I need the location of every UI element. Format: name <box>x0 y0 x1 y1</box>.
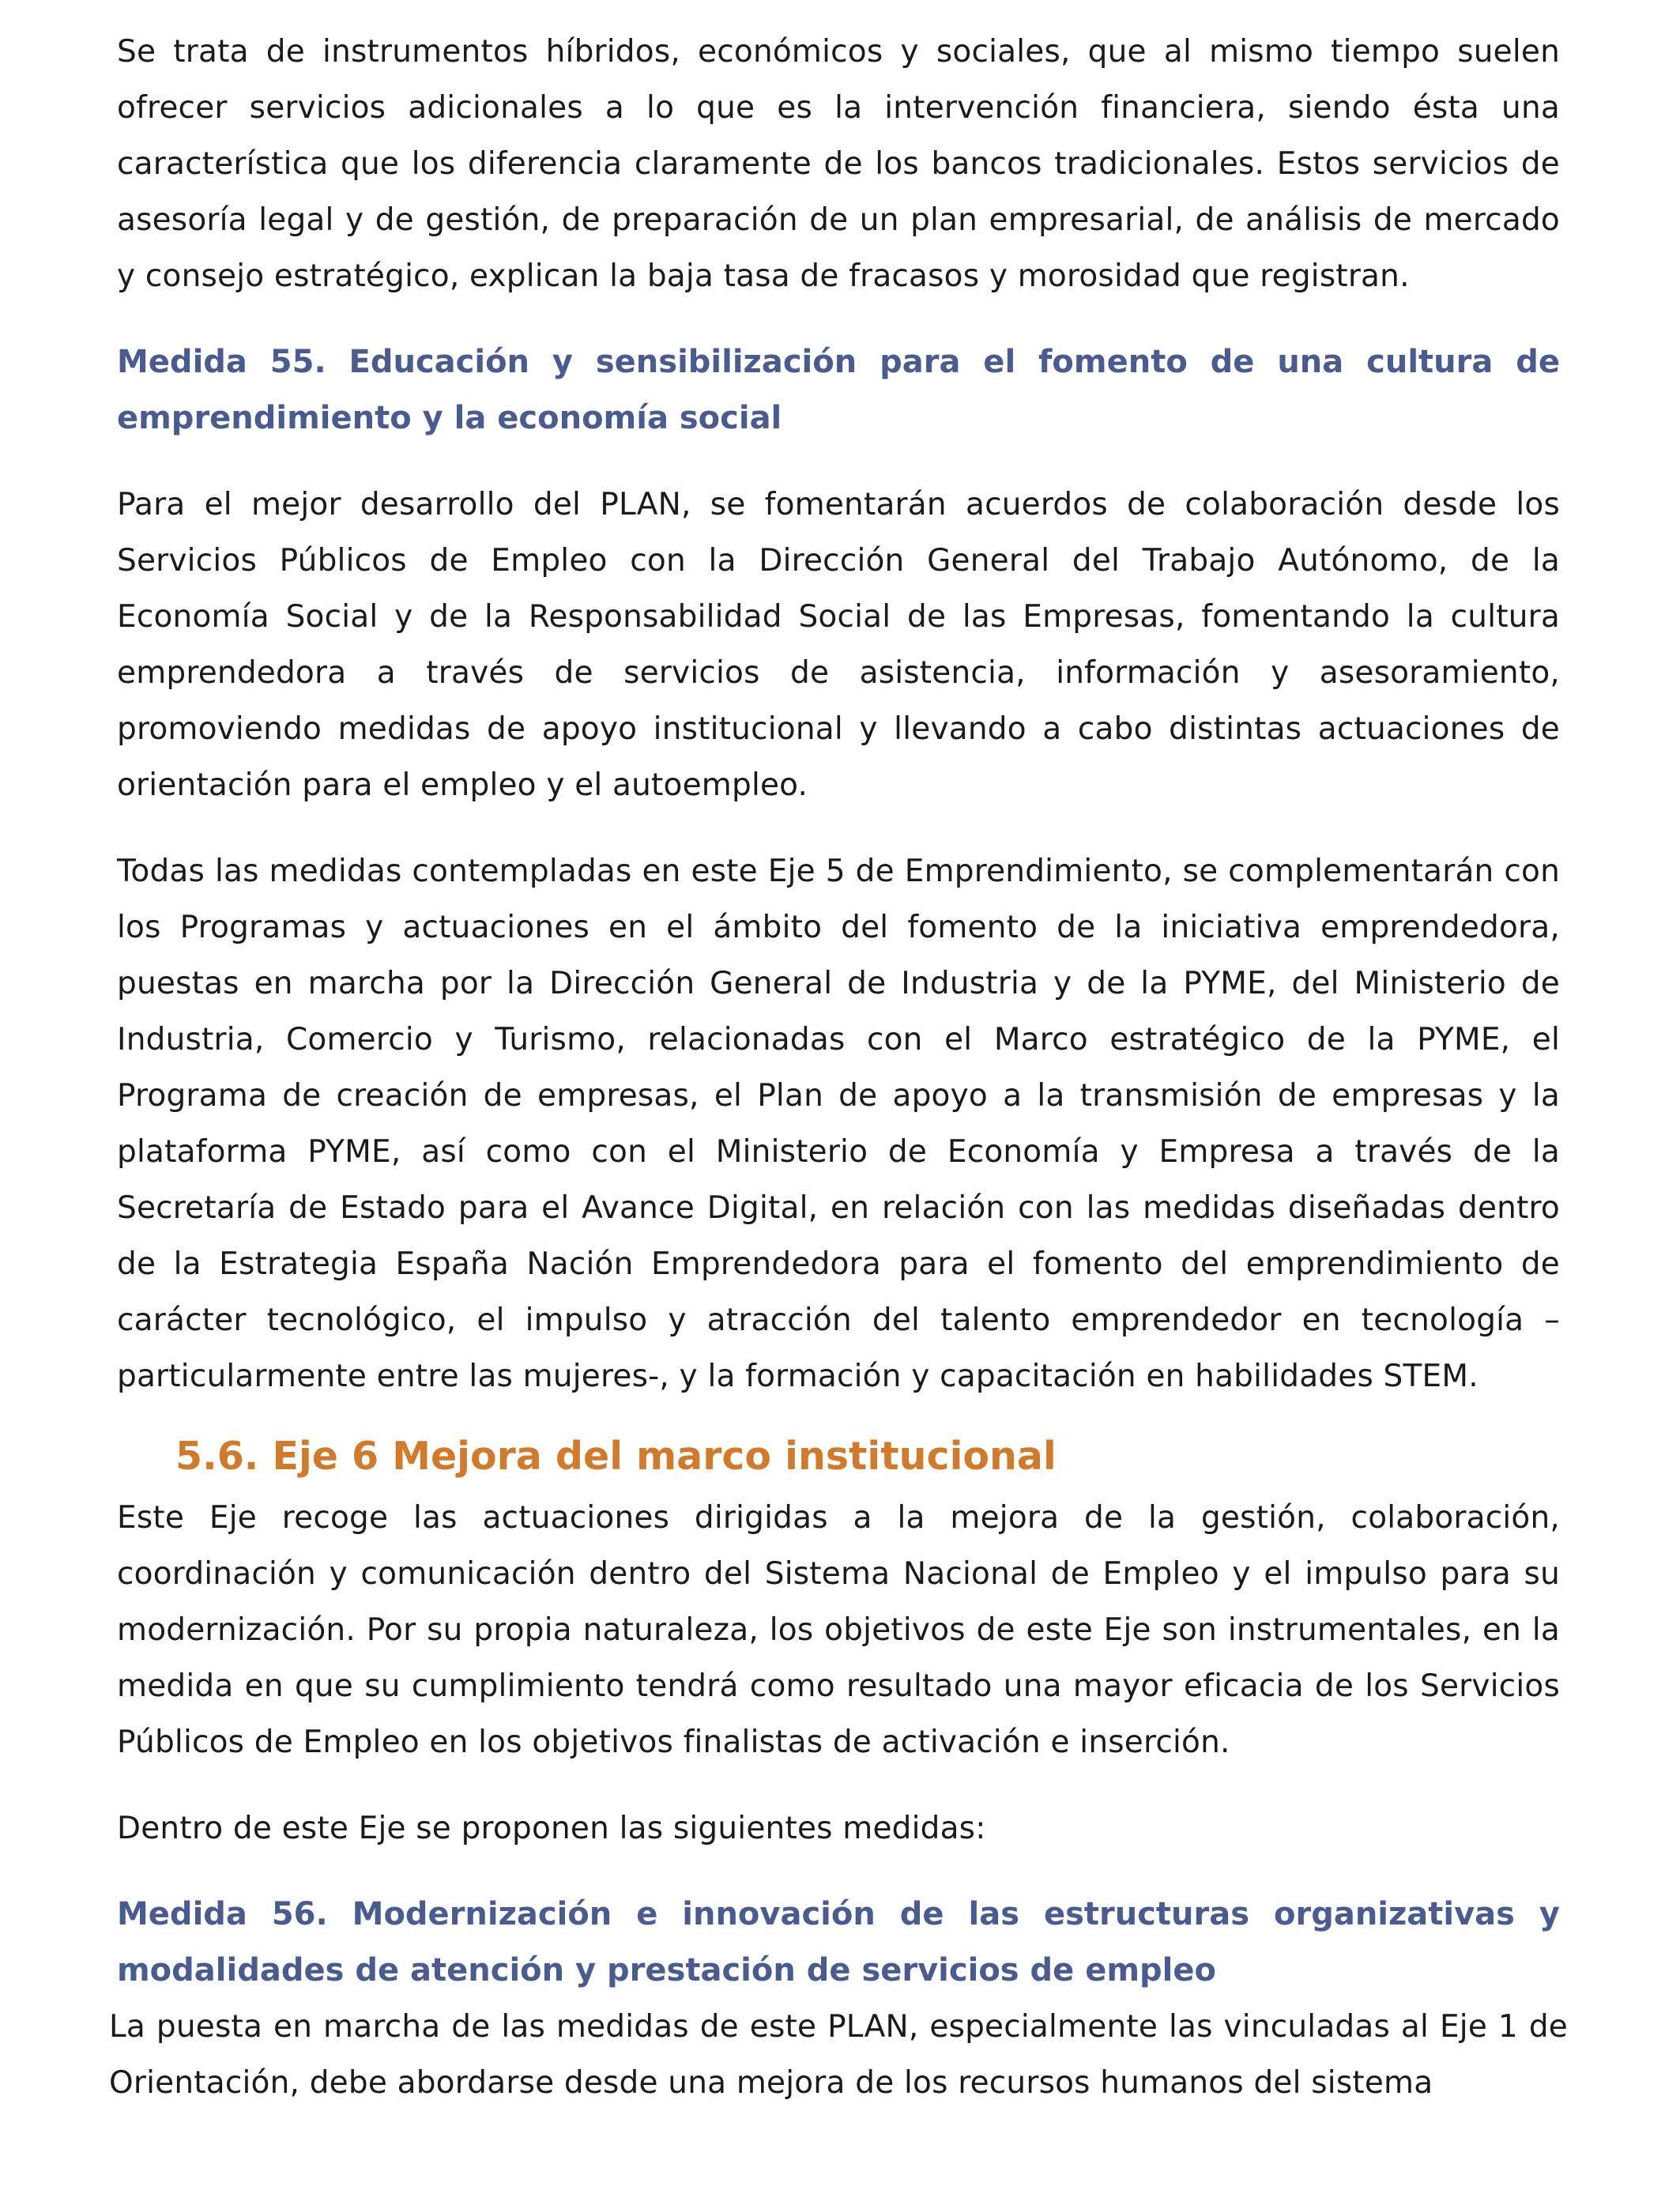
document-page <box>109 24 1568 2111</box>
paragraph-proposed-measures: Dentro de este Eje se proponen las siguientes medidas: <box>117 1811 986 1846</box>
section-5-6-heading: 5.6. Eje 6 Mejora del marco institucional <box>175 1434 1057 1479</box>
measure-55-heading: Medida 55. Educación y sensibilización para el fomento de una cultura de emprendimiento y la economía social <box>117 344 1560 436</box>
paragraph-instruments: Se trata de instrumentos híbridos, económicos y sociales, que al mismo tiempo suelen ofrecer servicios adicionales a lo que es la intervención financiera, siendo ésta una característica que los diferencia claramente de los bancos tradicionales. Estos servicios de asesoría legal y de gestión, de preparación de un plan empresarial, de análisis de mercado y consejo estratégico, explican la baja tasa de fracasos y morosidad que registran. <box>117 34 1560 294</box>
measure-56-heading: Medida 56. Modernización e innovación de las estructuras organizativas y modalidades de atención y prestación de servicios de empleo <box>117 1896 1560 1989</box>
paragraph-eje6-intro: Este Eje recoge las actuaciones dirigidas a la mejora de la gestión, colaboración, coordinación y comunicación dentro del Sistema Nacional de Empleo y el impulso para su modernización. Por su propia naturaleza, los objetivos de este Eje son instrumentales, en la medida en que su cumplimiento tendrá como resultado una mayor eficacia de los Servicios Públicos de Empleo en los objetivos finalistas de activación e inserción. <box>117 1500 1560 1760</box>
paragraph-plan-implementation: La puesta en marcha de las medidas de este PLAN, especialmente las vinculadas al Eje 1 de Orientación, debe abordarse desde una mejora de los recursos humanos del sistema <box>109 2009 1568 2101</box>
paragraph-eje5-measures: Todas las medidas contempladas en este Eje 5 de Emprendimiento, se complementarán con los Programas y actuaciones en el ámbito del fomento de la iniciativa emprendedora, puestas en marcha por la Dirección General de Industria y de la PYME, del Ministerio de Industria, Comercio y Turismo, relacionadas con el Marco estratégico de la PYME, el Programa de creación de empresas, el Plan de apoyo a la transmisión de empresas y la plataforma PYME, así como con el Ministerio de Economía y Empresa a través de la Secretaría de Estado para el Avance Digital, en relación con las medidas diseñadas dentro de la Estrategia España Nación Emprendedora para el fomento del emprendimiento de carácter tecnológico, el impulso y atracción del talento emprendedor en tecnología –particularmente entre las mujeres-, y la formación y capacitación en habilidades STEM. <box>117 854 1560 1394</box>
paragraph-plan-collaboration: Para el mejor desarrollo del PLAN, se fomentarán acuerdos de colaboración desde los Servicios Públicos de Empleo con la Dirección General del Trabajo Autónomo, de la Economía Social y de la Responsabilidad Social de las Empresas, fomentando la cultura emprendedora a través de servicios de asistencia, información y asesoramiento, promoviendo medidas de apoyo institucional y llevando a cabo distintas actuaciones de orientación para el empleo y el autoempleo. <box>117 487 1560 803</box>
